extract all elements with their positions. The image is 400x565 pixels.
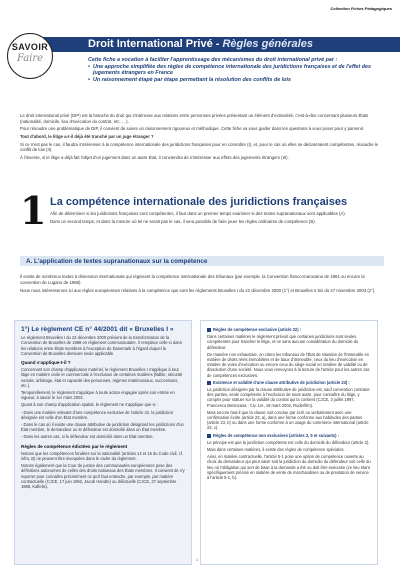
bullet-square-icon — [207, 328, 211, 332]
right-paragraph: La juridiction désignée par la clause attributive de juridiction est, sauf convention contraire des parties, seule compétente à l'exclusion de toute autre, pour connaître du litige, y compris pour statuer sur la validité du contrat qui la contient (CJCE, 3 juillet 1997, Francesco Benincasa ; Civ. 1re, 19 mars 2002, Ruderfilm). — [207, 387, 370, 408]
subsection-text — [20, 274, 384, 296]
section-text — [50, 211, 384, 226]
body-paragraph: À l'inverse, si le litige a déjà fait l'objet d'un jugement dans un autre État, il conviendra de s'intéresser aux effets des jugements étrangers (III). — [20, 154, 289, 160]
subsection-paragraph: Nous nous intéresserons ici aux règles européennes relatives à la compétence que sont les règlements Bruxelles I du 22 décembre 2000 (1°) et Bruxelles II bis du 27 novembre 2003 (2°). — [20, 287, 376, 293]
right-paragraph: Le principe est que la juridiction compétente est celle du domicile du défendeur (article 2). — [207, 439, 370, 445]
right-paragraph: Mais dans certaines matières, il existe des règles de compétence spéciales. — [207, 447, 345, 453]
bullet-square-icon — [207, 381, 211, 385]
rule-heading — [207, 327, 371, 332]
left-column-title: 1°) Le règlement CE n° 44/2001 dit « Bruxelles I » — [21, 326, 174, 333]
subsection-title: A. L'application de textes supranationaux sur la compétence — [26, 257, 208, 265]
intro-lead: Cette fiche a vocation à faciliter l'apprentissage des mécanismes du droit international privé par : — [88, 57, 338, 63]
rule-heading-text: Règles de compétence exclusive (article 22) : — [213, 327, 302, 332]
page-title — [88, 37, 313, 52]
badge-line2: Faire — [16, 53, 44, 64]
right-column — [200, 320, 378, 565]
intro-item: • Une approche simplifiée des règles de compétence internationale des juridictions françaises et de l'effet des jugements étrangers en France — [88, 64, 388, 77]
rule-heading-text: Règles de compétence non exclusives (articles 2, 5 et suivants) : — [213, 432, 340, 438]
body-paragraph: Le droit international privé (DIP) est la branche du droit qui s'intéresse aux relations entre personnes privées présentant un élément d'extranéité, c'est-à-dire concernant plusieurs États (nationalité, domicile, lieu d'exécution du contrat, etc. …). — [20, 113, 369, 124]
right-paragraph: Mais encore faut-il que la clause soit conclue par écrit ou verbalement avec une confirmation écrite (article 23, a), dans une forme conforme aux habitudes des parties (article 23, b) ou dans une forme conforme à un usage du commerce international (article 23, c). — [207, 409, 369, 431]
bullet-square-icon — [207, 434, 211, 438]
title-main: Droit International Privé - — [88, 38, 223, 50]
body-paragraph: Pour résoudre une problématique de DIP, il convient de suivre un raisonnement rigoureux et méthodique. Cette fiche va vous guider dans les questions à vous poser pour y parvenir. — [20, 126, 365, 132]
collection-label: Collection Fiches Pédagogiques — [330, 6, 392, 11]
left-paragraph: Notons également que la Cour de justice des communautés européennes pose des définitions autonomes de celles des droits nationaux des États membres. Il convient de s'y reporter pour connaître précisément ce qu'il faut entendre, par exemple, par matière contractuelle (CJCE, 17 juin 1992, Jacob Handte) ou délictuelle (CJCE, 27 septembre 1988, Kalfelis). — [21, 463, 185, 490]
intro — [88, 57, 388, 83]
section-paragraph: Dans un second temps, et dans la mesure où tel ne serait pas le cas, il sera possible de faire jouer les règles ordinaires de compétence (B). — [50, 218, 316, 224]
left-heading: Règles de compétence édictées par le règlement — [21, 443, 128, 449]
left-paragraph: Notons que les compétences fondées sur la nationalité (articles 14 et 15 du Code civil, cf. infra, B) ne peuvent être invoquées dans le cadre du règlement. — [21, 450, 184, 462]
section-paragraph: Afin de déterminer si les juridictions françaises sont compétentes, il faut dans un premier temps examiner si des textes supranationaux sont applicables (A). — [50, 211, 346, 216]
page-number: 1 — [196, 557, 199, 562]
subsection-band — [20, 256, 384, 266]
header — [0, 15, 400, 85]
left-paragraph: Temporellement, le règlement s'applique à toute action engagée après son entrée en vigueur, à savoir le 1er mars 2002. — [21, 390, 175, 401]
left-paragraph: Concernant son champ d'application matériel, le règlement Bruxelles I s'applique à tout litige en matière civile et commerciale à l'exclusion de certaines matières (faillite, sécurité sociale, arbitrage, état et capacité des personnes, régimes matrimoniaux, successions, etc.). — [21, 367, 183, 388]
body-paragraph: Tout d'abord, le litige a-t-il déjà été tranché par un juge étranger ? — [20, 133, 154, 139]
title-sub: Règles générales — [222, 38, 313, 50]
savoir-faire-badge — [7, 33, 53, 79]
right-paragraph: Ainsi, en matière contractuelle, l'article 5-1 pose une option de compétence ouverte au choix du demandeur qui peut saisir soit la juridiction du domicile du défendeur soit celle du lieu où l'obligation qui sert de base à la demande a été ou doit être exécutée (ce lieu étant spécifiquement précisé en matière de vente de marchandises ou de prestation de service à l'article 5-1, b). — [207, 454, 371, 481]
left-paragraph: - Dans le cas où il existe une clause attributive de juridiction désignant les juridictions d'un État membre, le demandeur ou le défendeur est domicilié dans un État membre. — [21, 422, 184, 433]
section-title: La compétence internationale des juridictions françaises — [50, 196, 348, 208]
left-column — [14, 320, 192, 565]
rule-heading — [207, 380, 371, 385]
badge-line1: SAVOIR — [11, 42, 49, 52]
left-paragraph: - Dans une matière relevant d'une compétence exclusive de l'article 22, la juridiction désignée est celle d'un État membre. — [21, 409, 173, 420]
body-paragraph: Si ce n'est pas le cas, il faudra s'intéresser à la compétence internationale des juridictions françaises pour en connaître (I), et, pour le cas où elles se déclareraient compétentes, résoudre le conflit de lois (II). — [20, 141, 378, 153]
left-heading: Quand s'applique-t-il ? — [21, 360, 71, 366]
rule-heading — [207, 433, 371, 438]
left-paragraph: Quant à son champ d'application spatial, le règlement ne s'applique que si : — [21, 402, 158, 408]
body-intro — [20, 113, 384, 162]
left-paragraph: - Dans les autres cas, si le défendeur est domicilié dans un État membre. — [21, 434, 154, 440]
intro-item: • Un raisonnement étapé par étape permettant la résolution des conflits de lois — [88, 77, 388, 84]
subsection-paragraph: Il existe de nombreux textes à dimension internationale qui régissent la compétence internationale des tribunaux (par exemple, la Convention franco-marocaine de 1981 ou encore la convention de Lugano de 1988). — [20, 274, 365, 285]
right-paragraph: De manière non exhaustive, on citera les tribunaux de l'État de situation de l'immeuble en matière de droits réels immobiliers et de baux d'immeuble, ceux du lieu d'exécution en matière de voies d'exécution ou encore ceux du siège social en matière de validité ou de dissolution d'une société. Nous vous renvoyons à la lecture de l'article pour les autres cas de compétences exclusives. — [207, 351, 370, 378]
left-paragraph: Le règlement Bruxelles I du 22 décembre 2000 prévient de la transformation de la Convention de Bruxelles de 1968 en règlement communautaire. Il remplace celle-ci dans les relations entre États membres à l'exception du Danemark à l'égard duquel la Convention de Bruxelles demeure seule applicable. — [21, 335, 182, 356]
section-number: 1 — [20, 188, 47, 233]
rule-heading-text: Existence et validité d'une clause attributive de juridiction (article 23) : — [213, 379, 350, 385]
right-paragraph: Dans certaines matières le règlement prévoit que certaines juridictions sont seules compétentes pour trancher le litige, et ce sans aucune considération du domicile du défendeur. — [207, 334, 359, 350]
